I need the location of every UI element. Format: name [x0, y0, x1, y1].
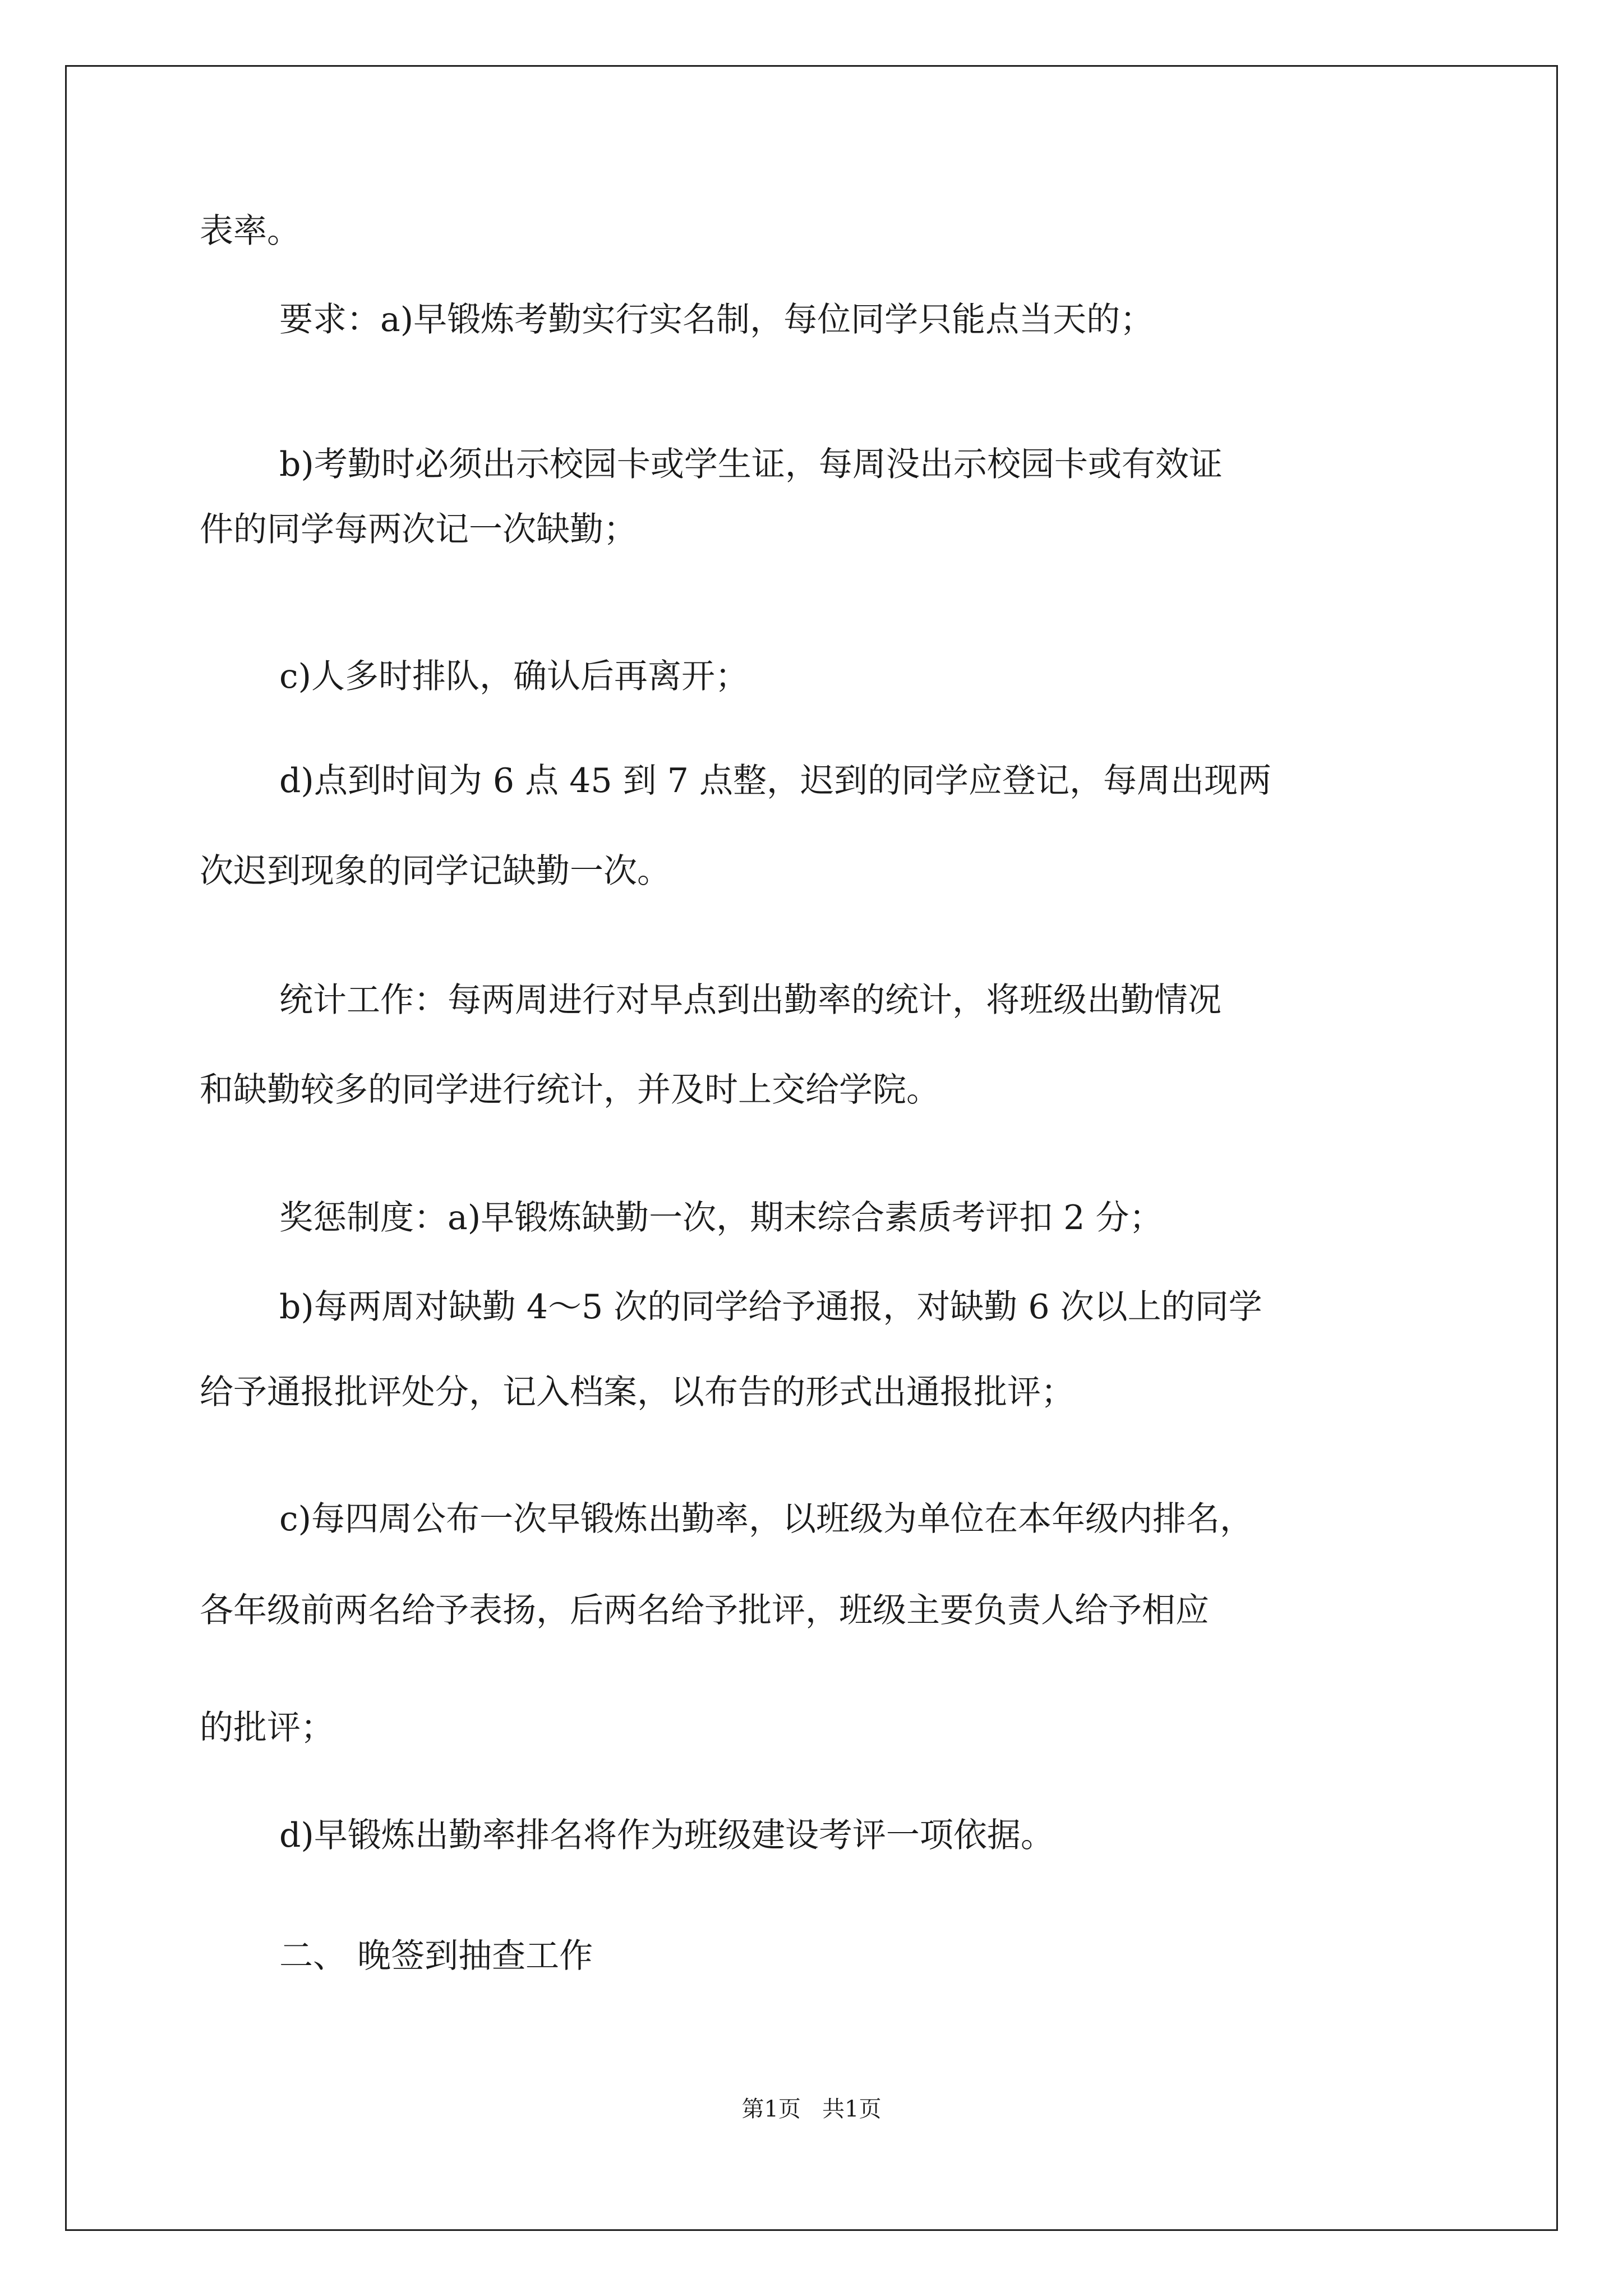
text-line-10: 奖惩制度：a)早锻炼缺勤一次，期末综合素质考评扣 2 分； [279, 1198, 1163, 1237]
text-line-13: c)每四周公布一次早锻炼出勤率，以班级为单位在本年级内排名， [279, 1499, 1254, 1539]
text-line-3: b)考勤时必须出示校园卡或学生证，每周没出示校园卡或有效证 [279, 445, 1223, 484]
text-line-4: 件的同学每两次记一次缺勤； [200, 510, 637, 549]
text-line-14: 各年级前两名给予表扬，后两名给予批评，班级主要负责人给予相应 [200, 1591, 1209, 1630]
text-line-8: 统计工作：每两周进行对早点到出勤率的统计，将班级出勤情况 [279, 981, 1221, 1020]
text-line-11: b)每两周对缺勤 4～5 次的同学给予通报，对缺勤 6 次以上的同学 [279, 1287, 1262, 1327]
page-footer: 第1页 共1页 [741, 2096, 882, 2122]
text-line-9: 和缺勤较多的同学进行统计，并及时上交给学院。 [200, 1070, 940, 1110]
text-line-6: d)点到时间为 6 点 45 到 7 点整，迟到的同学应登记，每周出现两 [279, 761, 1271, 800]
section-heading: 二、 晚签到抽查工作 [279, 1936, 593, 1976]
text-line-1: 表率。 [200, 211, 301, 251]
text-line-15: 的批评； [200, 1708, 334, 1747]
page-border [65, 65, 1558, 2231]
text-line-7: 次迟到现象的同学记缺勤一次。 [200, 852, 671, 891]
text-line-2: 要求：a)早锻炼考勤实行实名制，每位同学只能点当天的； [279, 300, 1154, 339]
text-line-12: 给予通报批评处分，记入档案，以布告的形式出通报批评； [200, 1373, 1075, 1412]
text-line-16: d)早锻炼出勤率排名将作为班级建设考评一项依据。 [279, 1816, 1054, 1855]
text-line-5: c)人多时排队，确认后再离开； [279, 657, 749, 696]
